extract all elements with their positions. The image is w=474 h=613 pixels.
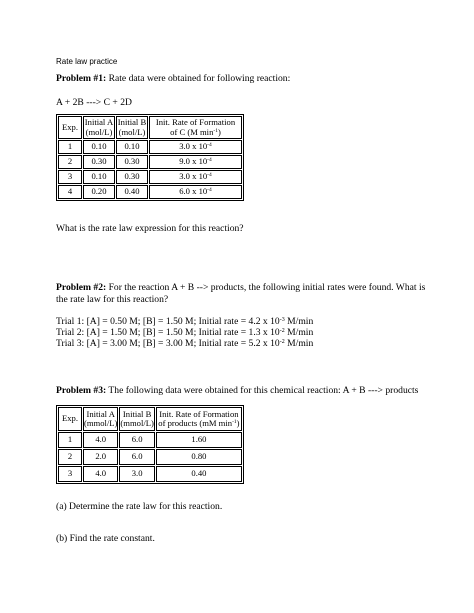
cell-a: 0.10 [83, 170, 115, 184]
cell-exp: 3 [58, 170, 82, 184]
cell-exp: 1 [58, 432, 82, 448]
problem-2-intro: For the reaction A + B --> products, the following initial rates were found. What is the rate law for this reaction? [56, 282, 426, 305]
problem-2-label: Problem #2: [56, 282, 107, 293]
trial-line: Trial 3: [A] = 3.00 M; [B] = 3.00 M; Initial rate = 5.2 x $10^{-2}$ M/min [56, 338, 314, 349]
problem-2-heading [56, 282, 428, 305]
cell-b: 6.0 [119, 449, 154, 465]
cell-exp: 2 [58, 155, 82, 169]
table-header-row [58, 116, 242, 139]
table-row [58, 466, 242, 482]
problem-3-table [56, 405, 244, 484]
cell-exp: 4 [58, 185, 82, 199]
cell-exp: 2 [58, 449, 82, 465]
cell-rate: 1.60 [156, 432, 242, 448]
cell-exp: 1 [58, 140, 82, 154]
problem-1-question: What is the rate law expression for this reaction? [56, 223, 244, 234]
table-row [58, 449, 242, 465]
problem-3-question-a: (a) Determine the rate law for this reaction. [56, 501, 223, 512]
cell-exp: 3 [58, 466, 82, 482]
header-rate: Init. Rate of Formation of products (mM $\min^{-1}$) [156, 407, 242, 431]
cell-a: 4.0 [83, 466, 118, 482]
cell-rate: 6.0 x $10^{-4}$ [149, 185, 242, 199]
table-row [58, 170, 242, 184]
cell-a: 0.20 [83, 185, 115, 199]
problem-1-equation: A + 2B ---> C + 2D [56, 97, 132, 108]
header-exp: Exp. [58, 116, 82, 139]
cell-rate: 9.0 x $10^{-4}$ [149, 155, 242, 169]
cell-b: 0.10 [116, 140, 148, 154]
cell-a: 4.0 [83, 432, 118, 448]
table-row [58, 185, 242, 199]
header-initial-a: Initial A (mmol/L) [83, 407, 118, 431]
problem-3-label: Problem #3: [56, 385, 107, 396]
cell-a: 0.30 [83, 155, 115, 169]
cell-b: 0.30 [116, 155, 148, 169]
cell-b: 6.0 [119, 432, 154, 448]
header-exp: Exp. [58, 407, 82, 431]
trial-line: Trial 1: [A] = 0.50 M; [B] = 1.50 M; Initial rate = 4.2 x $10^{-3}$ M/min [56, 316, 314, 327]
problem-1-table [56, 114, 244, 201]
cell-rate: 3.0 x $10^{-4}$ [149, 170, 242, 184]
cell-b: 3.0 [119, 466, 154, 482]
cell-rate: 0.80 [156, 449, 242, 465]
table-row [58, 432, 242, 448]
problem-1-label: Problem #1: [56, 73, 107, 84]
cell-rate: 0.40 [156, 466, 242, 482]
header-initial-a: Initial A (mol/L) [83, 116, 115, 139]
table-row [58, 155, 242, 169]
header-initial-b: Initial B (mol/L) [116, 116, 148, 139]
header-initial-b: Initial B (mmol/L) [119, 407, 154, 431]
problem-3-intro: The following data were obtained for this chemical reaction: A + B ---> products [106, 385, 419, 396]
problem-1-heading [56, 73, 290, 84]
cell-a: 2.0 [83, 449, 118, 465]
header-rate: Init. Rate of Formation of C (M $\min^{-1}$) [149, 116, 242, 139]
trial-line: Trial 2: [A] = 1.50 M; [B] = 1.50 M; Initial rate = 1.3 x $10^{-2}$ M/min [56, 327, 314, 338]
table-header-row [58, 407, 242, 431]
problem-3-heading [56, 385, 418, 396]
document-title: Rate law practice [56, 57, 118, 66]
cell-b: 0.40 [116, 185, 148, 199]
problem-3-question-b: (b) Find the rate constant. [56, 533, 155, 544]
cell-rate: 3.0 x $10^{-4}$ [149, 140, 242, 154]
cell-a: 0.10 [83, 140, 115, 154]
problem-1-intro: Rate data were obtained for following reaction: [106, 73, 291, 84]
cell-b: 0.30 [116, 170, 148, 184]
table-row [58, 140, 242, 154]
